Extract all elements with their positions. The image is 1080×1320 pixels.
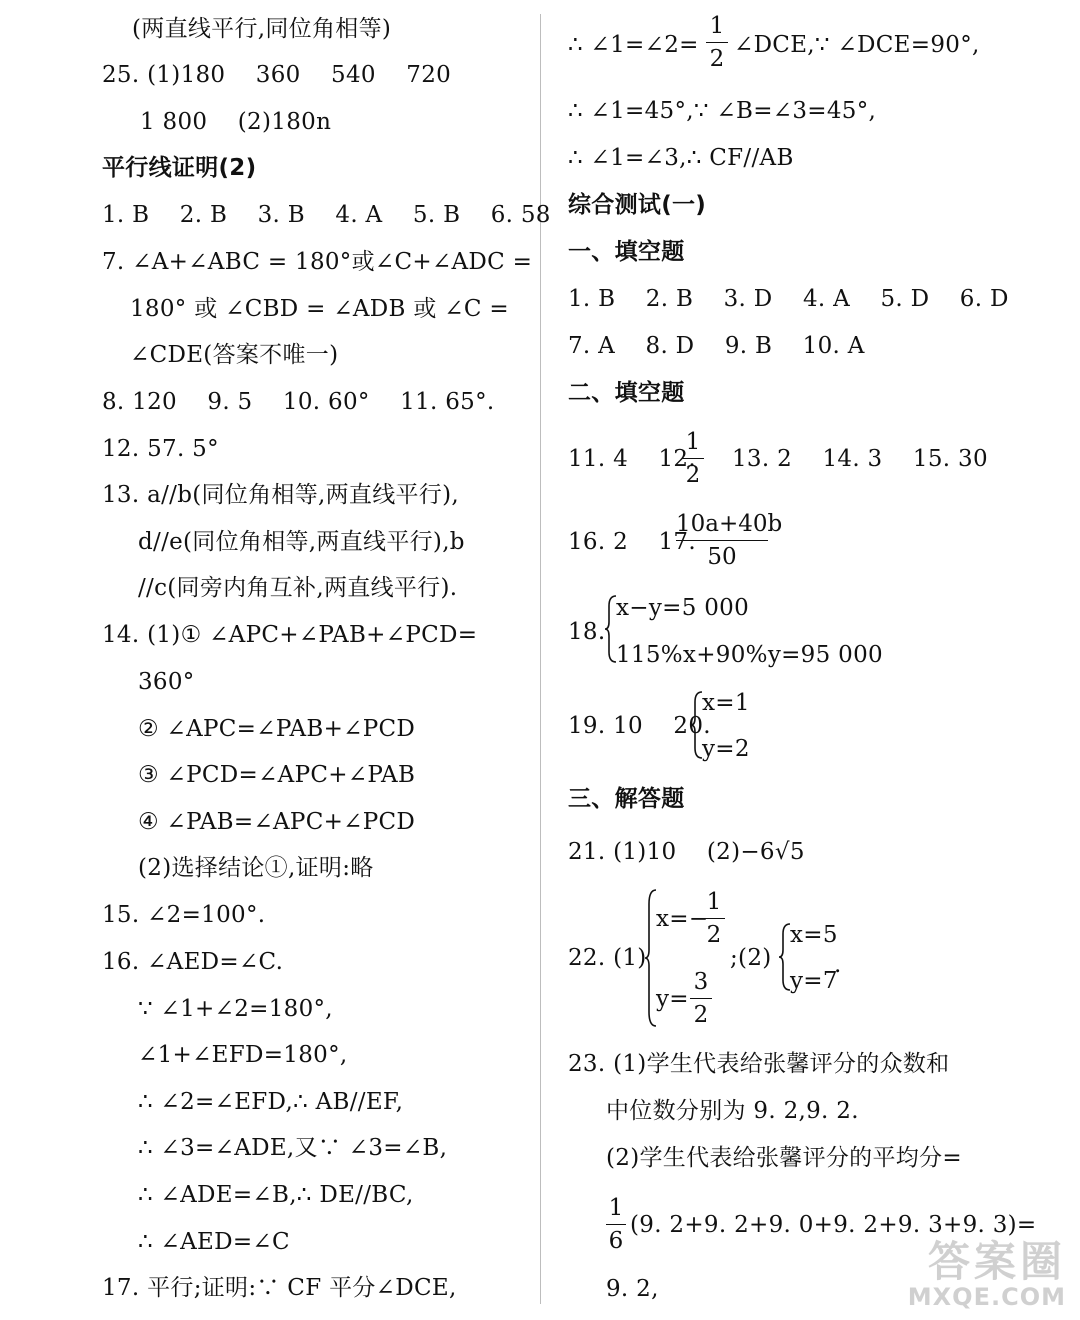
text-line: ② ∠APC=∠PAB+∠PCD bbox=[138, 716, 416, 742]
fraction bbox=[706, 12, 728, 73]
text-line: 1 800 (2)180n bbox=[140, 109, 332, 135]
denominator: 6 bbox=[608, 1228, 624, 1254]
fraction bbox=[606, 1194, 626, 1255]
answer-7: 7. ∠A+∠ABC = 180°或∠C+∠ADC = bbox=[102, 249, 533, 275]
answer-14: 14. (1)① ∠APC+∠PAB+∠PCD= bbox=[102, 622, 478, 648]
text-line: . bbox=[834, 952, 842, 978]
text-line: ;(2) bbox=[730, 945, 772, 971]
answer-15: 15. ∠2=100°. bbox=[102, 902, 266, 928]
answer-13: 13. a//b(同位角相等,两直线平行), bbox=[102, 482, 459, 508]
answers-1-6: 1. B 2. B 3. B 4. A 5. B 6. 58 bbox=[102, 202, 551, 228]
equation: x=5 bbox=[790, 922, 838, 948]
numerator: 3 bbox=[693, 969, 709, 995]
text-line: ∴ ∠AED=∠C bbox=[138, 1229, 290, 1255]
section-heading: 一、填空题 bbox=[568, 239, 685, 265]
text-line: (2)学生代表给张馨评分的平均分= bbox=[606, 1145, 962, 1171]
text-line: ∠1+∠EFD=180°, bbox=[138, 1042, 348, 1068]
answers-11-12: 11. 4 12. bbox=[568, 446, 696, 472]
text-line: ∠DCE,∵ ∠DCE=90°, bbox=[734, 32, 980, 58]
equation: x=− bbox=[656, 906, 709, 932]
equation: 115%x+90%y=95 000 bbox=[616, 642, 883, 668]
numerator: 1 bbox=[706, 889, 722, 915]
watermark-url: MXQE.COM bbox=[907, 1283, 1066, 1311]
numerator: 1 bbox=[709, 13, 725, 39]
text-line: ∴ ∠1=∠2= bbox=[568, 32, 699, 58]
text-line: ∵ ∠1+∠2=180°, bbox=[138, 996, 333, 1022]
text-line: 中位数分别为 9. 2,9. 2. bbox=[606, 1098, 859, 1124]
watermark-text: 答案圈 bbox=[927, 1237, 1066, 1286]
fraction bbox=[703, 888, 725, 949]
answers-7-10: 7. A 8. D 9. B 10. A bbox=[568, 333, 865, 359]
text-line: //c(同旁内角互补,两直线平行). bbox=[138, 575, 458, 601]
fraction bbox=[682, 428, 704, 489]
denominator: 2 bbox=[685, 462, 701, 488]
watermark-logo bbox=[907, 1237, 1066, 1311]
answers-19-20: 19. 10 20. bbox=[568, 713, 711, 739]
denominator: 50 bbox=[707, 544, 737, 570]
equation: y=7 bbox=[790, 968, 838, 994]
numerator: 10a+40b bbox=[676, 511, 783, 537]
section-heading: 平行线证明(2) bbox=[102, 155, 257, 181]
denominator: 2 bbox=[709, 46, 725, 72]
answer-16: 16. ∠AED=∠C. bbox=[102, 949, 284, 975]
answers-1-6: 1. B 2. B 3. D 4. A 5. D 6. D bbox=[568, 286, 1009, 312]
numerator: 1 bbox=[608, 1195, 624, 1221]
answers-16-17: 16. 2 17. bbox=[568, 529, 696, 555]
fraction bbox=[690, 968, 712, 1029]
text-line: 180° 或 ∠CBD = ∠ADB 或 ∠C = bbox=[130, 296, 509, 322]
section-heading: 二、填空题 bbox=[568, 380, 685, 406]
text-line: ③ ∠PCD=∠APC+∠PAB bbox=[138, 762, 416, 788]
equation: y=2 bbox=[702, 736, 750, 762]
answer-22: 22. (1) bbox=[568, 945, 647, 971]
text-line: ④ ∠PAB=∠APC+∠PCD bbox=[138, 809, 416, 835]
text-line: 9. 2, bbox=[606, 1276, 659, 1302]
text-line: ∠CDE(答案不唯一) bbox=[130, 342, 339, 368]
text-line: ∴ ∠3=∠ADE,又∵ ∠3=∠B, bbox=[138, 1135, 448, 1161]
text-line: ∴ ∠1=45°,∵ ∠B=∠3=45°, bbox=[568, 98, 877, 124]
answer-23: 23. (1)学生代表给张馨评分的众数和 bbox=[568, 1051, 950, 1077]
numerator: 1 bbox=[685, 429, 701, 455]
denominator: 2 bbox=[706, 922, 722, 948]
equation: x=1 bbox=[702, 690, 750, 716]
text-line: d//e(同位角相等,两直线平行),b bbox=[138, 529, 465, 555]
answer-12: 12. 57. 5° bbox=[102, 436, 219, 462]
answers-13-15: 13. 2 14. 3 15. 30 bbox=[732, 446, 988, 472]
fraction bbox=[676, 510, 783, 571]
section-heading: 三、解答题 bbox=[568, 786, 685, 812]
text-line: (2)选择结论①,证明:略 bbox=[138, 855, 374, 881]
equation: y= bbox=[656, 986, 689, 1012]
answers-8-11: 8. 120 9. 5 10. 60° 11. 65°. bbox=[102, 389, 495, 415]
section-heading: 综合测试(一) bbox=[568, 192, 707, 218]
text-line: 360° bbox=[138, 669, 195, 695]
text-line: ∴ ∠ADE=∠B,∴ DE//BC, bbox=[138, 1182, 414, 1208]
answer-25: 25. (1)180 360 540 720 bbox=[102, 62, 452, 88]
text-line: ∴ ∠1=∠3,∴ CF//AB bbox=[568, 145, 794, 171]
answer-21: 21. (1)10 (2)−6√5 bbox=[568, 839, 805, 865]
text-line: (9. 2+9. 2+9. 0+9. 2+9. 3+9. 3)= bbox=[630, 1212, 1037, 1238]
equation: x−y=5 000 bbox=[616, 595, 750, 621]
text-line: (两直线平行,同位角相等) bbox=[132, 16, 392, 42]
denominator: 2 bbox=[693, 1002, 709, 1028]
text-line: ∴ ∠2=∠EFD,∴ AB//EF, bbox=[138, 1089, 404, 1115]
answer-18: 18. bbox=[568, 619, 606, 645]
answer-17: 17. 平行;证明:∵ CF 平分∠DCE, bbox=[102, 1275, 457, 1301]
